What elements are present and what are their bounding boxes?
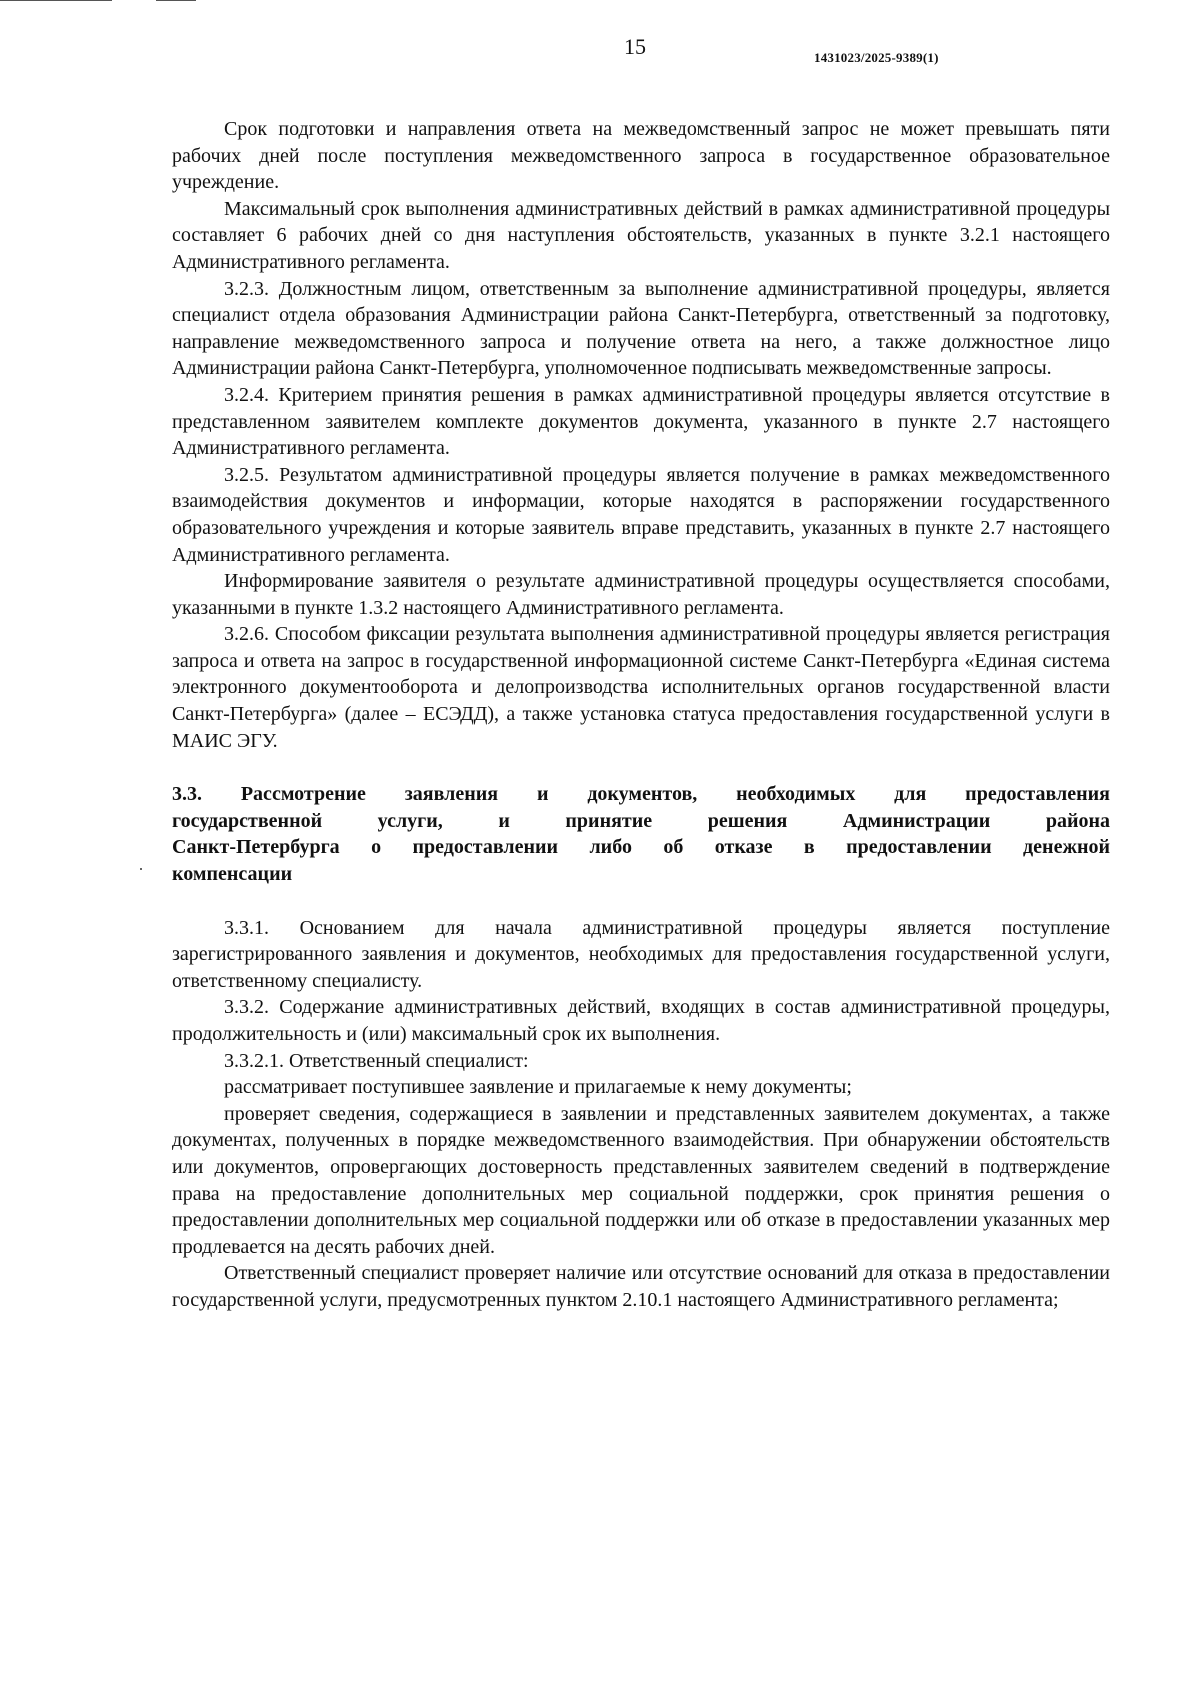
section-heading-line: Санкт-Петербурга о предоставлении либо об отказе в предоставлении денежной bbox=[172, 836, 1110, 859]
section-heading-line: 3.3. Рассмотрение заявления и документов, необходимых для предоставления bbox=[172, 783, 1110, 806]
paragraph: 3.3.2. Содержание административных действий, входящих в состав административной процедуры, продолжительность и (или) максимальный срок их выполнения. bbox=[172, 996, 1110, 1045]
paragraph: 3.2.3. Должностным лицом, ответственным за выполнение административной процедуры, является специалист отдела образования Администрации района Санкт-Петербурга, ответственный за подготовку, направление межведомственного запроса и получение ответа на него, а также должностное лицо Администрации района Санкт-Петербурга, уполномоченное подписывать межведомственные запросы. bbox=[172, 277, 1110, 380]
section-heading bbox=[172, 781, 1110, 887]
top-edge-rule-left bbox=[0, 0, 112, 1]
document-body bbox=[172, 116, 1110, 1314]
top-edge-rule-mid bbox=[156, 0, 196, 1]
paragraph: 3.2.6. Способом фиксации результата выполнения административной процедуры является регистрация запроса и ответа на запрос в государственной информационной системе Санкт-Петербурга «Единая система электронного документооборота и делопроизводства исполнительных органов государственной власти Санкт-Петербурга» (далее – ЕСЭДД), а также установка статуса предоставления государственной услуги в МАИС ЭГУ. bbox=[172, 623, 1110, 752]
paragraph: Информирование заявителя о результате административной процедуры осуществляется способами, указанными в пункте 1.3.2 настоящего Административного регламента. bbox=[172, 570, 1110, 619]
paragraph: проверяет сведения, содержащиеся в заявлении и представленных заявителем документах, а также документах, полученных в порядке межведомственного взаимодействия. При обнаружении обстоятельств или документов, опровергающих достоверность представленных заявителем сведений в подтверждение права на предоставление дополнительных мер социальной поддержки, срок принятия решения о предоставлении дополнительных мер социальной поддержки или об отказе в предоставлении указанных мер продлевается на десять рабочих дней. bbox=[172, 1102, 1110, 1258]
paragraph: Срок подготовки и направления ответа на межведомственный запрос не может превышать пяти рабочих дней после поступления межведомственного запроса в государственное образовательное учреждение. bbox=[172, 118, 1110, 194]
paragraph: рассматривает поступившее заявление и прилагаемые к нему документы; bbox=[224, 1076, 852, 1099]
paragraph: Ответственный специалист проверяет наличие или отсутствие оснований для отказа в предоставлении государственной услуги, предусмотренных пунктом 2.10.1 настоящего Административного регламента; bbox=[172, 1262, 1110, 1311]
margin-mark bbox=[140, 868, 142, 870]
paragraph: Максимальный срок выполнения административных действий в рамках административной процедуры составляет 6 рабочих дней со дня наступления обстоятельств, указанных в пункте 3.2.1 настоящего Административного регламента. bbox=[172, 197, 1110, 273]
page-number: 15 bbox=[624, 34, 646, 59]
section-heading-line: компенсации bbox=[172, 863, 293, 886]
paragraph: 3.2.4. Критерием принятия решения в рамках административной процедуры является отсутствие в представленном заявителем комплекте документов документа, указанного в пункте 2.7 настоящего Административного регламента. bbox=[172, 383, 1110, 460]
document-id: 1431023/2025-9389(1) bbox=[814, 50, 939, 65]
paragraph: 3.3.2.1. Ответственный специалист: bbox=[224, 1049, 529, 1072]
paragraph: 3.3.1. Основанием для начала административной процедуры является поступление зарегистрированного заявления и документов, необходимых для предоставления государственной услуги, ответственному специалисту. bbox=[172, 916, 1110, 992]
section-heading-line: государственной услуги, и принятие решения Администрации района bbox=[172, 809, 1110, 832]
paragraph: 3.2.5. Результатом административной процедуры является получение в рамках межведомственного взаимодействия документов и информации, которые находятся в распоряжении государственного образовательного учреждения и которые заявитель вправе представить, указанных в пункте 2.7 настоящего Административного регламента. bbox=[172, 463, 1110, 566]
